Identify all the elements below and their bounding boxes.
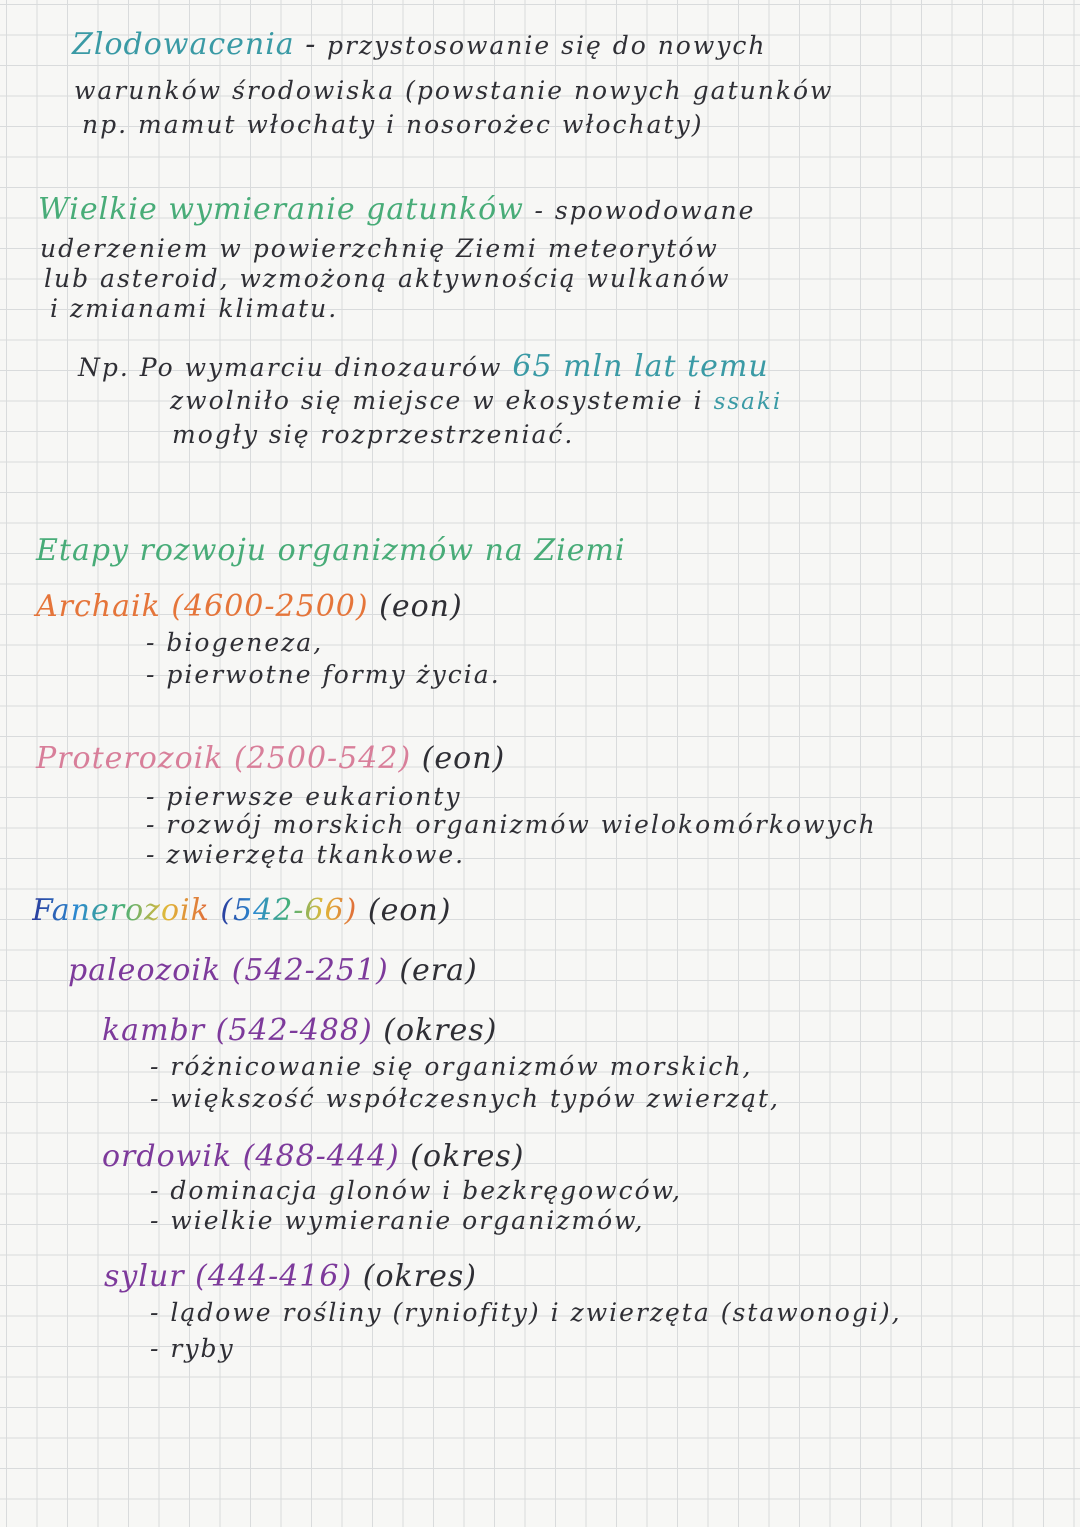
note-line [72,27,767,62]
period-rank: (okres) [362,1259,477,1294]
eon-proterozoik [36,741,506,776]
list-item: - lądowe rośliny (ryniofity) i zwierzęta (stawonogi), [150,1298,902,1327]
eon-range: (542-66) [220,893,358,928]
era-name: paleozoik [68,953,222,988]
list-item: - różnicowanie się organizmów morskich, [150,1052,753,1081]
note-line: np. mamut włochaty i nosorożec włochaty) [82,110,704,139]
list-item: - biogeneza, [146,628,324,657]
eon-range: (2500-542) [234,741,412,776]
era-rank: (era) [399,953,478,988]
list-item: - rozwój morskich organizmów wielokomórkowych [146,810,877,839]
eon-rank: (eon) [379,589,463,624]
note-line: i zmianami klimatu. [50,294,339,323]
period-range: (444-416) [195,1259,353,1294]
period-ordowik [102,1139,525,1174]
dash: - [305,27,317,62]
example-text: Np. Po wymarciu dinozaurów [78,353,503,382]
definition-text: - spowodowane [534,196,756,225]
period-range: (542-488) [215,1013,373,1048]
period-kambr [102,1013,498,1048]
eon-name: Proterozoik [36,741,224,776]
era-range: (542-251) [231,953,389,988]
list-item: - wielkie wymieranie organizmów, [150,1206,645,1235]
note-line: uderzeniem w powierzchnię Ziemi meteorytów [40,234,719,263]
list-item: - zwierzęta tkankowe. [146,840,466,869]
period-rank: (okres) [383,1013,498,1048]
eon-name: Fanerozoik [32,893,210,928]
period-range: (488-444) [242,1139,400,1174]
list-item: - pierwsze eukarionty [146,782,462,811]
example-text: zwolniło się miejsce w ekosystemie i [170,386,704,415]
era-paleozoik [68,953,478,988]
term-wielkie-wymieranie: Wielkie wymieranie gatunków [38,192,524,227]
list-item: - większość współczesnych typów zwierząt, [150,1084,780,1113]
eon-name: Archaik [36,589,161,624]
period-name: sylur [104,1259,185,1294]
note-line [38,192,756,227]
example-time: 65 mln lat temu [512,349,769,384]
section-title: Etapy rozwoju organizmów na Ziemi [36,533,626,568]
example-ssaki: ssaki [713,389,783,415]
eon-rank: (eon) [421,741,506,776]
note-line: mogły się rozprzestrzeniać. [172,420,575,449]
list-item: - pierwotne formy życia. [146,660,501,689]
period-sylur [104,1259,477,1294]
list-item: - dominacja glonów i bezkręgowców, [150,1176,683,1205]
list-item: - ryby [150,1334,235,1363]
note-line [78,349,769,384]
term-zlodowacenia: Zlodowacenia [72,27,295,62]
definition-text: przystosowanie się do nowych [326,31,767,60]
note-line [170,388,782,414]
eon-fanerozoik [32,893,452,928]
period-name: ordowik [102,1139,233,1174]
note-line: warunków środowiska (powstanie nowych gatunków [74,76,834,105]
period-rank: (okres) [410,1139,525,1174]
eon-rank: (eon) [367,893,452,928]
note-line: lub asteroid, wzmożoną aktywnością wulkanów [44,264,731,293]
eon-archaik [36,589,463,624]
period-name: kambr [102,1013,206,1048]
eon-range: (4600-2500) [171,589,369,624]
